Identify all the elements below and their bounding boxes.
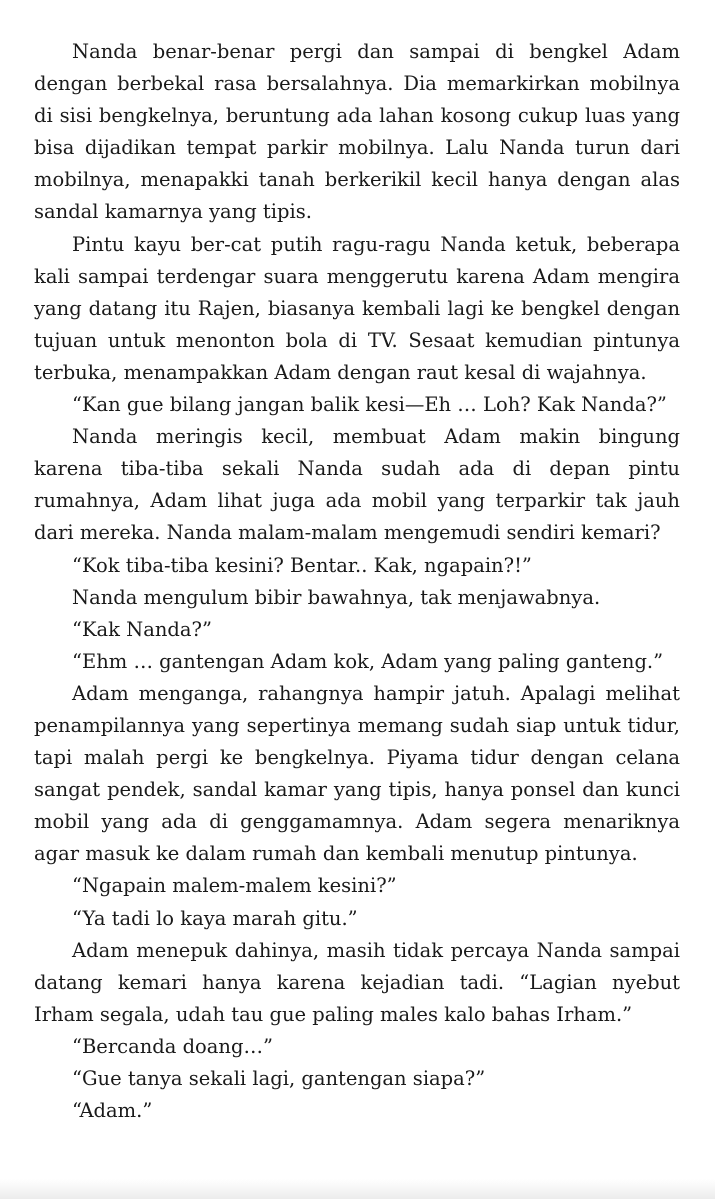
paragraph-2: Pintu kayu ber-cat putih ragu-ragu Nanda ketuk, beberapa kali sampai terdengar suara menggerutu karena Adam mengira yang datang itu Rajen, biasanya kembali lagi ke bengkel dengan tujuan untuk menonton bola di TV. Sesaat kemudian pintunya terbuka, menampakkan Adam dengan raut kesal di wajahnya. [34,232,680,384]
paragraph-14: “Gue tanya sekali lagi, gantengan siapa?” [72,1067,486,1090]
paragraph-8: “Ehm … gantengan Adam kok, Adam yang paling ganteng.” [72,649,664,673]
paragraph-1: Nanda benar-benar pergi dan sampai di bengkel Adam dengan berbekal rasa bersalahnya. Dia memarkirkan mobilnya di sisi bengkelnya, beruntung ada lahan kosong cukup luas yang bisa dijadikan tempat parkir mobilnya. Lalu Nanda turun dari mobilnya, menapakki tanah berkerikil kecil hanya dengan alas sandal kamarnya yang tipis. [34,40,680,224]
paragraph-9: Adam menganga, rahangnya hampir jatuh. Apalagi melihat penampilannya yang sepertinya memang sudah siap untuk tidur, tapi malah pergi ke bengkelnya. Piyama tidur dengan celana sangat pendek, sandal kamar yang tipis, hanya ponsel dan kunci mobil yang ada di genggamamnya. Adam segera menariknya agar masuk ke dalam rumah dan kembali menutup pintunya. [34,681,680,866]
paragraph-4: Nanda meringis kecil, membuat Adam makin bingung karena tiba-tiba sekali Nanda sudah ada di depan pintu rumahnya, Adam lihat juga ada mobil yang terparkir tak jauh dari mereka. Nanda malam-malam mengemudi sendiri kemari? [34,425,680,545]
paragraph-6: Nanda mengulum bibir bawahnya, tak menjawabnya. [72,585,601,609]
page-bottom-edge [0,1179,715,1199]
book-page [34,36,680,1127]
paragraph-10: “Ngapain malem-malem kesini?” [72,874,397,898]
paragraph-3: “Kan gue bilang jangan balik kesi—Eh … Loh? Kak Nanda?” [72,393,667,417]
paragraph-7: “Kak Nanda?” [72,617,212,641]
paragraph-12: Adam menepuk dahinya, masih tidak percaya Nanda sampai datang kemari hanya karena kejadian tadi. “Lagian nyebut Irham segala, udah tau gue paling males kalo bahas Irham.” [34,938,680,1026]
paragraph-11: “Ya tadi lo kaya marah gitu.” [72,906,358,930]
paragraph-5: “Kok tiba-tiba kesini? Bentar.. Kak, ngapain?!” [72,553,532,577]
paragraph-13: “Bercanda doang…” [72,1034,273,1058]
paragraph-15: “Adam.” [72,1099,153,1123]
